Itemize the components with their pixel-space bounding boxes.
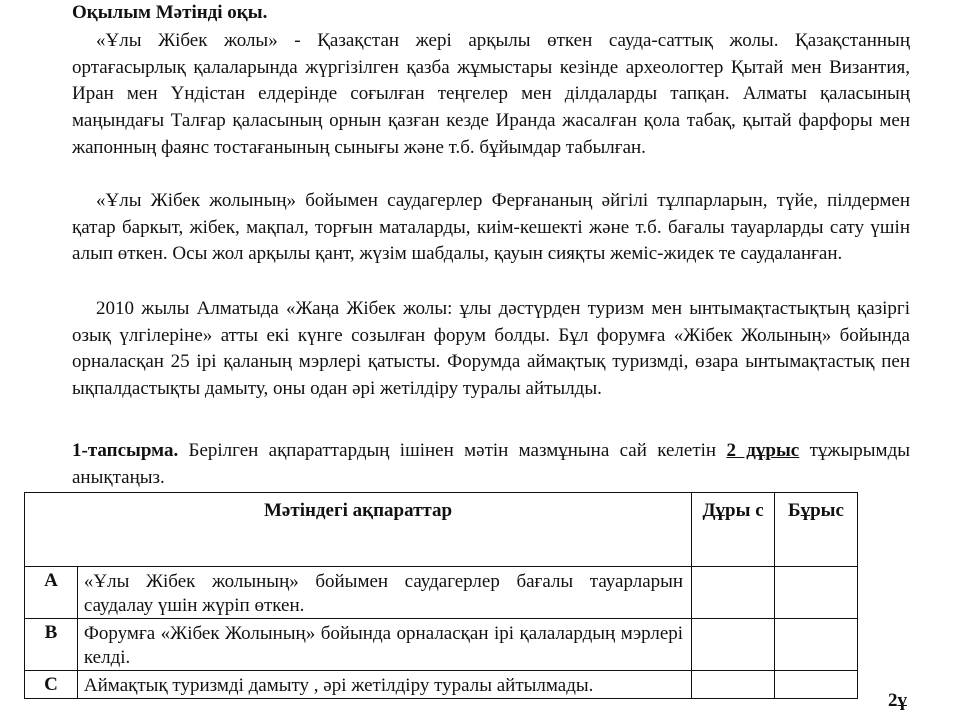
row-statement: Аймақтық туризмді дамыту , әрі жетілдіру туралы айтылмады. — [77, 671, 691, 699]
row-letter: А — [25, 567, 78, 619]
true-answer-cell[interactable] — [692, 671, 775, 699]
reading-title: Оқылым Мәтінді оқы. — [72, 2, 268, 23]
task-text: Берілген ақпараттардың ішінен мәтін мазмұнына сай келетін — [178, 440, 727, 461]
score-label: 2ұ — [888, 690, 907, 711]
table-row — [25, 619, 858, 671]
answer-table — [24, 492, 858, 699]
row-letter: В — [25, 619, 78, 671]
header-false: Бұрыс — [775, 493, 858, 567]
row-statement: «Ұлы Жібек жолының» бойымен саудагерлер бағалы тауарларын саудалау үшін жүріп өткен. — [77, 567, 691, 619]
header-true: Дұры с — [692, 493, 775, 567]
true-answer-cell[interactable] — [692, 619, 775, 671]
row-letter: С — [25, 671, 78, 699]
false-answer-cell[interactable] — [775, 671, 858, 699]
paragraph-2: «Ұлы Жібек жолының» бойымен саудагерлер Ферғананың әйгілі тұлпарларын, түйе, пілдермен қатар баркыт, жібек, мақпал, торғын маталарды, киім-кешекті және т.б. бағалы тауарларды сату үшін алып өткен. Осы жол арқылы қант, жүзім шабдалы, қауын сияқты жеміс-жидек те саудаланған. — [72, 190, 910, 265]
paragraph-3: 2010 жылы Алматыда «Жаңа Жібек жолы: ұлы дәстүрден туризм мен ынтымақтастықтың қазіргі озық үлгілеріне» атты екі күнге созылған форум болды. Бұл форумға «Жібек Жолының» бойында орналасқан 25 ірі қаланың мэрлері қатысты. Форумда аймақтық туризмді, өзара ынтымақтастық пен ықпалдастықты дамыту, оны одан әрі жетілдіру туралы айтылды. — [72, 298, 910, 400]
task-emphasis: 2 дұрыс — [726, 440, 800, 461]
table-row — [25, 567, 858, 619]
true-answer-cell[interactable] — [692, 567, 775, 619]
task-text-end: тұжырымды анықтаңыз. — [72, 440, 910, 488]
task-instruction — [72, 438, 910, 491]
header-info: Мәтіндегі ақпараттар — [25, 493, 692, 567]
false-answer-cell[interactable] — [775, 567, 858, 619]
paragraph-1: «Ұлы Жібек жолы» - Қазақстан жері арқылы өткен сауда-саттық жолы. Қазақстанның ортағасырлық қалаларында жүргізілген қазба жұмыстары кезінде археологтер Қытай мен Византия, Иран мен Үндістан елдерінде соғылған теңгелер мен ділдаларды тапқан. Алматы қаласының маңындағы Талғар қаласының орнын қазған кезде Иранда жасалған қола табақ, қытай фарфоры мен жапонның фаянс тостағанының сынығы және т.б. бұйымдар табылған. — [72, 30, 910, 158]
row-statement: Форумға «Жібек Жолының» бойында орналасқан ірі қалалардың мэрлері келді. — [77, 619, 691, 671]
table-row — [25, 671, 858, 699]
table-header-row — [25, 493, 858, 567]
task-label: 1-тапсырма. — [72, 440, 179, 461]
false-answer-cell[interactable] — [775, 619, 858, 671]
